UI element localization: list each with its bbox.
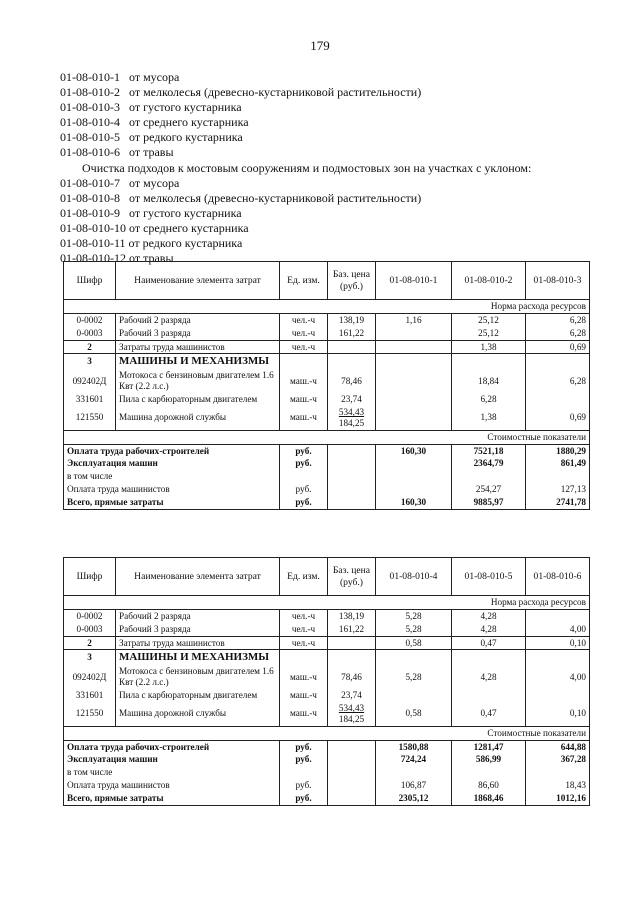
row-value: 4,28 [452,623,526,636]
row-price: 78,46 [328,665,376,689]
row-unit: маш.-ч [280,393,328,406]
header-price: Баз. цена (руб.) [328,558,376,596]
row-value: 0,47 [452,636,526,650]
row-unit: чел.-ч [280,327,328,340]
table-row [64,313,590,326]
list-item [60,191,600,206]
table-row [64,406,590,430]
row-unit: маш.-ч [280,406,328,430]
item-code: 01-08-010-10 [60,220,126,235]
row-value: 0,58 [376,702,452,726]
summary-value: 127,13 [526,483,590,496]
row-value: 25,12 [452,313,526,326]
row-value: 0,69 [526,406,590,430]
row-value: 5,28 [376,665,452,689]
row-value: 1,38 [452,340,526,354]
table-row [64,327,590,340]
row-code: 3 [64,354,116,369]
row-code: 3 [64,650,116,665]
item-code: 01-08-010-9 [60,205,120,220]
item-code: 01-08-010-6 [60,145,120,160]
price-top: 534,43 [338,702,365,713]
section-title: МАШИНЫ И МЕХАНИЗМЫ [116,354,280,369]
item-text: от мусора [129,175,180,190]
row-price: 23,74 [328,689,376,702]
row-value: 6,28 [526,369,590,393]
table-row [64,753,590,766]
summary-label: Эксплуатация машин [64,753,280,766]
row-value: 4,00 [526,665,590,689]
item-text: от среднего кустарника [129,115,249,130]
item-code: 01-08-010-1 [60,70,120,84]
row-name: Рабочий 3 разряда [116,623,280,636]
row-value: 4,00 [526,623,590,636]
table-row [64,779,590,792]
row-code: 0-0003 [64,623,116,636]
row-value: 0,47 [452,702,526,726]
summary-value: 367,28 [526,753,590,766]
row-code: 092402Д [64,665,116,689]
row-value: 6,28 [526,327,590,340]
row-code: 0-0002 [64,609,116,622]
row-price: 161,22 [328,623,376,636]
list-item [60,100,600,115]
summary-value: 86,60 [452,779,526,792]
price-bottom: 184,25 [338,417,365,428]
row-unit: чел.-ч [280,313,328,326]
header-price: Баз. цена (руб.) [328,262,376,300]
row-value [376,393,452,406]
summary-value: 586,99 [452,753,526,766]
item-text: от мусора [129,70,180,84]
summary-label: Всего, прямые затраты [64,792,280,805]
summary-value: 1880,29 [526,444,590,457]
header-unit: Ед. изм. [280,262,328,300]
summary-value: 160,30 [376,496,452,509]
summary-label: Оплата труда машинистов [64,779,280,792]
list-item [60,115,600,130]
row-code: 0-0003 [64,327,116,340]
row-value [452,689,526,702]
row-value: 0,69 [526,340,590,354]
norm-label: Норма расхода ресурсов [64,300,590,314]
summary-label: Оплата труда рабочих-строителей [64,740,280,753]
row-value [526,393,590,406]
header-col: 01-08-010-2 [452,262,526,300]
list-item [60,85,600,100]
row-name: Рабочий 2 разряда [116,609,280,622]
row-code: 2 [64,340,116,354]
summary-unit: руб. [280,483,328,496]
summary-value: 1868,46 [452,792,526,805]
row-price [328,702,376,726]
summary-value: 644,88 [526,740,590,753]
row-name: Машина дорожной службы [116,406,280,430]
list-item [60,130,600,145]
row-price: 138,19 [328,609,376,622]
row-value: 1,38 [452,406,526,430]
row-name: Пила с карбюраторным двигателем [116,393,280,406]
row-name: Рабочий 3 разряда [116,327,280,340]
table-row [64,457,590,470]
row-name: Мотокоса с бензиновым двигателем 1.6 Квт (2.2 л.с.) [116,369,280,393]
row-value [376,340,452,354]
item-text: от густого кустарника [129,100,242,115]
row-value [526,609,590,622]
row-value [526,689,590,702]
list-item [60,206,600,221]
row-name: Машина дорожной службы [116,702,280,726]
summary-value: 9885,97 [452,496,526,509]
item-text: от густого кустарника [129,205,242,220]
table-row [64,444,590,457]
header-col: 01-08-010-1 [376,262,452,300]
section-title: МАШИНЫ И МЕХАНИЗМЫ [116,650,280,665]
row-code: 121550 [64,406,116,430]
row-unit: маш.-ч [280,369,328,393]
header-col: 01-08-010-6 [526,558,590,596]
summary-label: Оплата труда машинистов [64,483,280,496]
cost-label: Стоимостные показатели [64,430,590,444]
row-unit: чел.-ч [280,609,328,622]
summary-label: Оплата труда рабочих-строителей [64,444,280,457]
summary-value: 1281,47 [452,740,526,753]
summary-label: в том числе [64,470,280,483]
row-unit: чел.-ч [280,636,328,650]
resource-table-2 [63,557,590,806]
table-row [64,393,590,406]
summary-label: в том числе [64,766,280,779]
row-unit: чел.-ч [280,623,328,636]
summary-value: 861,49 [526,457,590,470]
row-value [376,369,452,393]
row-code: 331601 [64,689,116,702]
item-text: от травы [129,145,174,160]
table-row [64,689,590,702]
summary-value: 18,43 [526,779,590,792]
list-item [60,221,600,236]
row-price: 23,74 [328,393,376,406]
row-value: 0,58 [376,636,452,650]
summary-value [376,457,452,470]
item-code: 01-08-010-4 [60,115,120,130]
row-unit: маш.-ч [280,665,328,689]
row-value [376,406,452,430]
summary-unit: руб. [280,740,328,753]
summary-value: 2741,78 [526,496,590,509]
header-name: Наименование элемента затрат [116,558,280,596]
row-value: 5,28 [376,609,452,622]
item-code: 01-08-010-7 [60,175,120,190]
cost-label: Стоимостные показатели [64,726,590,740]
header-code: Шифр [64,262,116,300]
row-code: 2 [64,636,116,650]
row-name: Рабочий 2 разряда [116,313,280,326]
item-code: 01-08-010-11 [60,236,126,251]
item-code: 01-08-010-8 [60,190,120,205]
table-row [64,496,590,509]
item-text: от редкого кустарника [128,236,243,251]
row-value: 6,28 [526,313,590,326]
item-list [60,70,600,266]
header-name: Наименование элемента затрат [116,262,280,300]
norm-label: Норма расхода ресурсов [64,596,590,610]
subheading: Очистка подходов к мостовым сооружениям и подмостовых зон на участках с уклоном: [82,160,532,175]
row-name: Затраты труда машинистов [116,340,280,354]
row-value: 1,16 [376,313,452,326]
header-col: 01-08-010-5 [452,558,526,596]
row-value: 4,28 [452,609,526,622]
item-code: 01-08-010-3 [60,100,120,115]
row-value: 5,28 [376,623,452,636]
summary-label: Эксплуатация машин [64,457,280,470]
list-item [60,176,600,191]
summary-value [376,483,452,496]
summary-value: 7521,18 [452,444,526,457]
item-text: от травы [129,251,174,266]
summary-unit: руб. [280,444,328,457]
header-col: 01-08-010-4 [376,558,452,596]
list-item [60,236,600,251]
table-row [64,766,590,779]
table-row [64,354,590,369]
list-item [60,145,600,160]
table-row [64,609,590,622]
row-name: Пила с карбюраторным двигателем [116,689,280,702]
row-unit: чел.-ч [280,340,328,354]
summary-unit: руб. [280,457,328,470]
table-row [64,665,590,689]
item-text: от мелколесья (древесно-кустарниковой растительности) [129,190,422,205]
item-text: от мелколесья (древесно-кустарниковой растительности) [129,85,422,100]
table-row [64,702,590,726]
row-value: 18,84 [452,369,526,393]
row-value [376,327,452,340]
summary-unit: руб. [280,779,328,792]
summary-value: 106,87 [376,779,452,792]
summary-value: 160,30 [376,444,452,457]
row-code: 121550 [64,702,116,726]
row-name: Мотокоса с бензиновым двигателем 1.6 Квт (2.2 л.с.) [116,665,280,689]
row-code: 0-0002 [64,313,116,326]
summary-value: 1580,88 [376,740,452,753]
row-value: 0,10 [526,702,590,726]
row-price: 78,46 [328,369,376,393]
row-value: 0,10 [526,636,590,650]
price-top: 534,43 [338,406,365,417]
summary-value: 1012,16 [526,792,590,805]
row-code: 331601 [64,393,116,406]
row-price: 161,22 [328,327,376,340]
row-value [376,689,452,702]
item-code: 01-08-010-2 [60,85,120,100]
summary-unit: руб. [280,753,328,766]
summary-value: 724,24 [376,753,452,766]
item-text: от среднего кустарника [129,220,249,235]
summary-value: 2305,12 [376,792,452,805]
row-value: 25,12 [452,327,526,340]
table-row [64,340,590,354]
table-row [64,470,590,483]
summary-unit: руб. [280,496,328,509]
table-row [64,623,590,636]
item-code: 01-08-010-12 [60,251,126,266]
header-unit: Ед. изм. [280,558,328,596]
list-item [60,70,600,85]
row-value: 4,28 [452,665,526,689]
table-row [64,792,590,805]
summary-value: 254,27 [452,483,526,496]
table-row [64,483,590,496]
resource-table-1 [63,261,590,510]
row-unit: маш.-ч [280,702,328,726]
table-row [64,650,590,665]
row-name: Затраты труда машинистов [116,636,280,650]
table-row [64,636,590,650]
table-row [64,740,590,753]
header-col: 01-08-010-3 [526,262,590,300]
row-unit: маш.-ч [280,689,328,702]
page-number: 179 [310,38,330,53]
row-price [328,406,376,430]
price-bottom: 184,25 [338,713,365,724]
item-code: 01-08-010-5 [60,130,120,145]
summary-unit: руб. [280,792,328,805]
table-row [64,369,590,393]
summary-value: 2364,79 [452,457,526,470]
row-price: 138,19 [328,313,376,326]
item-text: от редкого кустарника [129,130,243,145]
header-code: Шифр [64,558,116,596]
row-value: 6,28 [452,393,526,406]
summary-label: Всего, прямые затраты [64,496,280,509]
row-code: 092402Д [64,369,116,393]
